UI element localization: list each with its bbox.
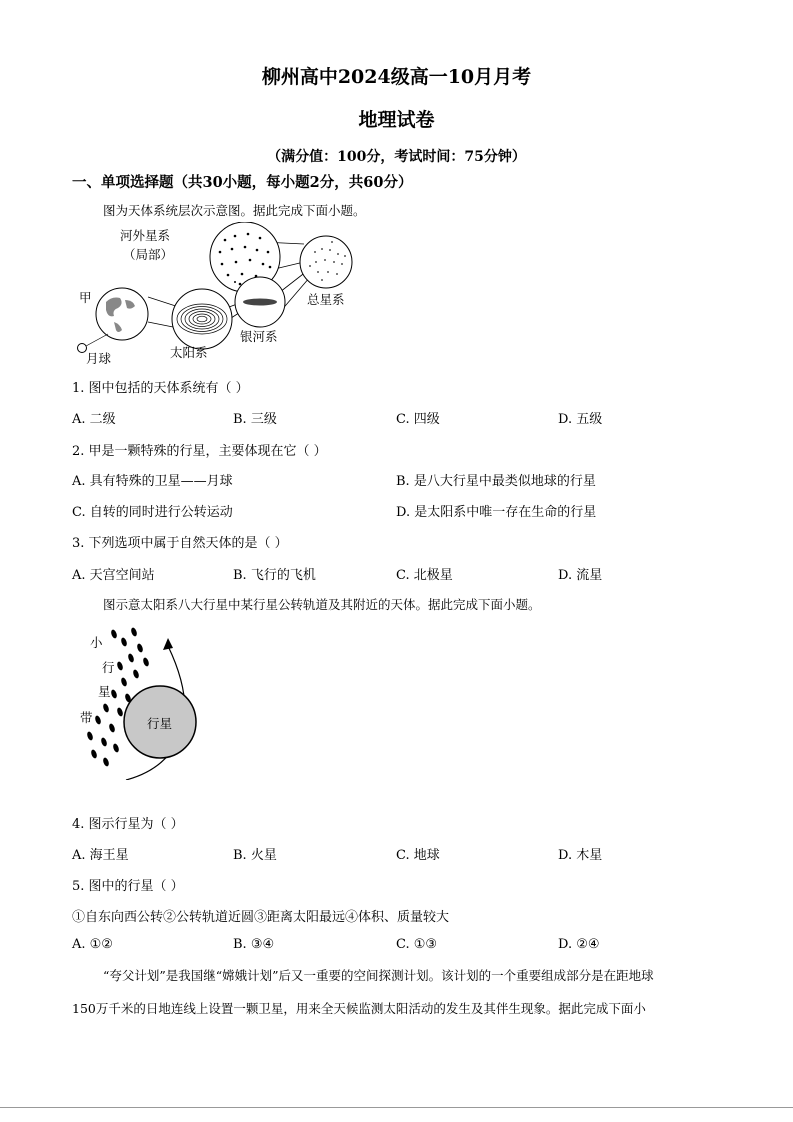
q3-option-d: D. 流星 xyxy=(558,568,603,583)
q3-option-a: A. 天宫空间站 xyxy=(72,568,155,583)
label-partial: （局部） xyxy=(123,247,174,262)
label-jia: 甲 xyxy=(79,290,92,305)
q4-option-a: A. 海王星 xyxy=(72,848,129,863)
planet-label: 行星 xyxy=(147,716,173,731)
score-time-info: （满分值：100分，考试时间：75分钟） xyxy=(267,149,526,165)
q2-option-b: B. 是八大行星中最类似地球的行星 xyxy=(396,474,596,489)
label-milky-way: 银河系 xyxy=(240,329,278,344)
q3-option-c: C. 北极星 xyxy=(396,568,453,583)
earth-circle xyxy=(96,288,148,340)
q1-option-a: A. 二级 xyxy=(72,412,116,427)
label-solar-system: 太阳系 xyxy=(170,345,208,360)
page-bottom-divider xyxy=(0,1107,793,1108)
q1-option-d: D. 五级 xyxy=(558,412,603,427)
q5-option-b: B. ③④ xyxy=(233,937,275,952)
asteroid-label-2: 行 xyxy=(102,660,115,675)
q5-option-c: C. ①③ xyxy=(396,937,438,952)
label-moon: 月球 xyxy=(86,351,112,366)
q2-stem: 2. 甲是一颗特殊的行星，主要体现在它（ ） xyxy=(72,444,327,459)
q4-option-d: D. 木星 xyxy=(558,848,603,863)
para3-line1: “夸父计划”是我国继“嫦娥计划”后又一重要的空间探测计划。该计划的一个重要组成部分是在距地球 xyxy=(103,968,654,983)
q2-option-d: D. 是太阳系中唯一存在生命的行星 xyxy=(396,505,597,520)
label-total-galaxy: 总星系 xyxy=(307,292,345,307)
q5-option-d: D. ②④ xyxy=(558,937,600,952)
q4-stem: 4. 图示行星为（ ） xyxy=(72,817,184,832)
q2-option-a: A. 具有特殊的卫星——月球 xyxy=(72,474,233,489)
q5-statements: ①自东向西公转②公转轨道近圆③距离太阳最远④体积、质量较大 xyxy=(72,910,450,925)
q5-stem: 5. 图中的行星（ ） xyxy=(72,879,184,894)
q1-option-b: B. 三级 xyxy=(233,412,277,427)
q3-stem: 3. 下列选项中属于自然天体的是（ ） xyxy=(72,536,288,551)
q3-option-b: B. 飞行的飞机 xyxy=(233,568,316,583)
q4-option-b: B. 火星 xyxy=(233,848,277,863)
asteroid-label-1: 小 xyxy=(90,635,103,650)
section-title: 一、单项选择题（共30小题，每小题2分，共60分） xyxy=(72,174,413,191)
celestial-system-diagram xyxy=(70,222,370,370)
label-extragalactic: 河外星系 xyxy=(120,228,171,243)
asteroid-label-3: 星 xyxy=(98,684,111,699)
intro-text-1: 图为天体系统层次示意图。据此完成下面小题。 xyxy=(103,203,366,218)
q4-option-c: C. 地球 xyxy=(396,848,440,863)
exam-title: 柳州高中2024级高一10月月考 xyxy=(261,66,532,88)
asteroid-label-4: 带 xyxy=(80,710,93,725)
q2-option-c: C. 自转的同时进行公转运动 xyxy=(72,505,233,520)
q1-option-c: C. 四级 xyxy=(396,412,440,427)
para3-line2: 150万千米的日地连线上设置一颗卫星，用来全天候监测太阳活动的发生及其伴生现象。据此完成下面小 xyxy=(72,1001,646,1016)
intro-text-2: 图示意太阳系八大行星中某行星公转轨道及其附近的天体。据此完成下面小题。 xyxy=(103,597,541,612)
asteroid-belt-diagram xyxy=(76,620,206,780)
exam-subtitle: 地理试卷 xyxy=(358,109,435,131)
total-galaxy-circle xyxy=(300,236,352,288)
q5-option-a: A. ①② xyxy=(72,937,113,952)
q1-stem: 1. 图中包括的天体系统有（ ） xyxy=(72,381,249,396)
